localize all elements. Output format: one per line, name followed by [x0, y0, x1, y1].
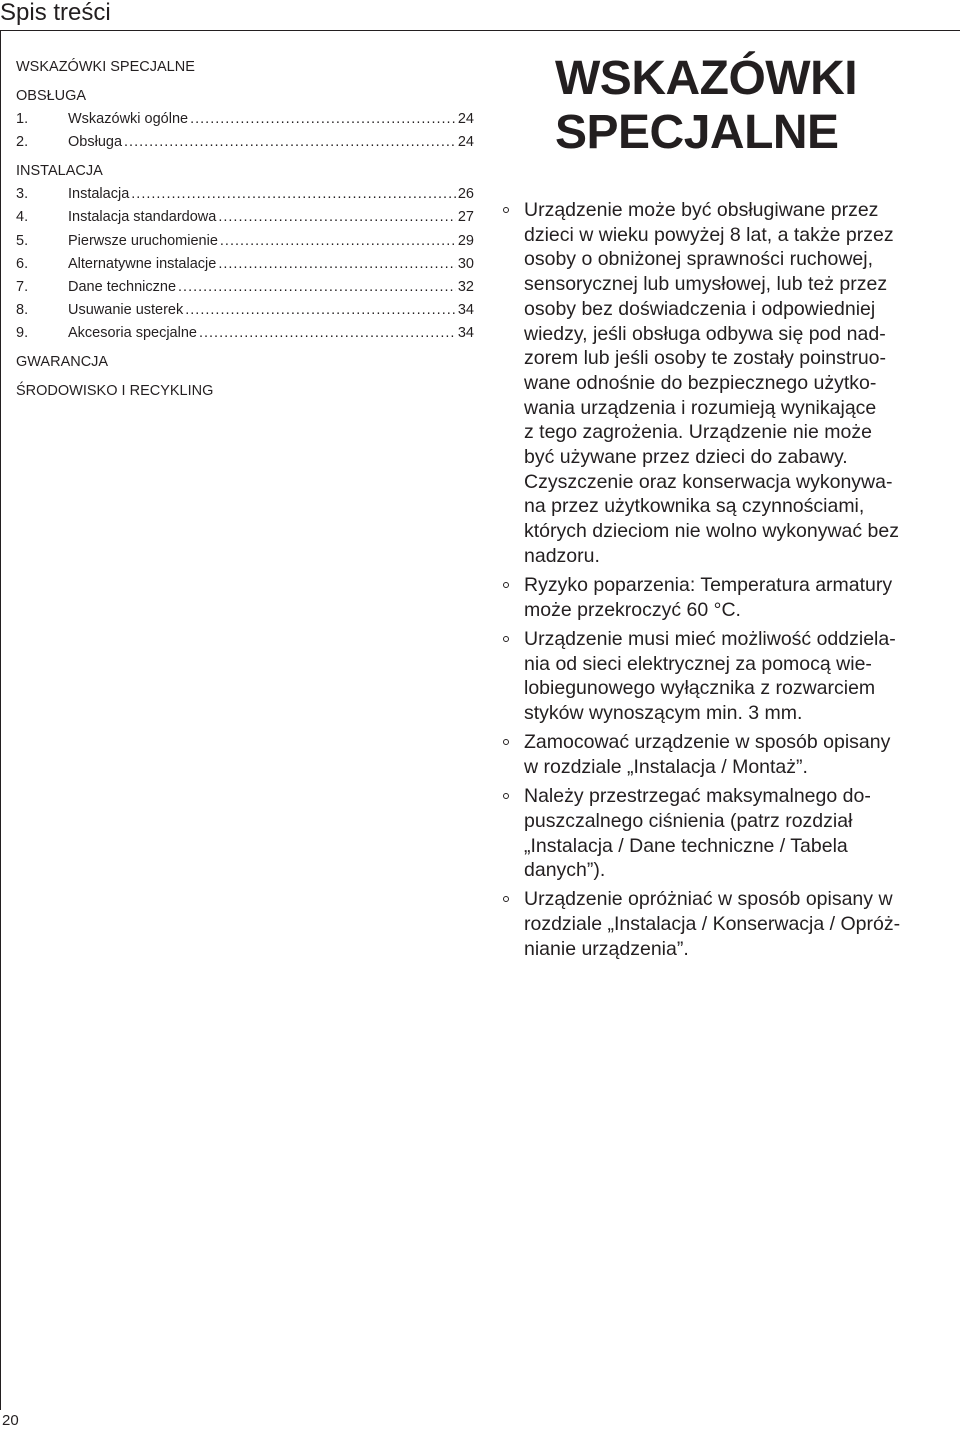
toc-entry-label: Wskazówki ogólne [68, 111, 189, 127]
toc-entry[interactable] [16, 185, 474, 204]
bullet-circle-icon [503, 207, 509, 213]
toc-section-title[interactable]: GWARANCJA [16, 354, 109, 371]
safety-note-text [524, 730, 960, 779]
safety-note [500, 887, 960, 961]
main-title [555, 52, 857, 160]
toc-entry-page: 24 [457, 111, 474, 127]
toc-section-title[interactable]: INSTALACJA [16, 163, 103, 180]
text-line: zorem lub jeśli osoby te zostały poinstruo- [524, 347, 886, 370]
toc-entry-label: Obsługa [68, 134, 123, 151]
toc-entry-label: Usuwanie usterek [68, 302, 184, 319]
toc-entry-number: 1. [16, 111, 29, 127]
toc-entry[interactable] [16, 110, 474, 129]
safety-note [500, 784, 960, 883]
page-header-title: Spis treści [0, 0, 111, 26]
main-title-line: SPECJALNE [555, 106, 839, 159]
text-line: sensorycznej lub umysłowej, lub też przez [524, 273, 888, 296]
toc-dot-leader [178, 278, 456, 297]
toc-section-title[interactable]: WSKAZÓWKI SPECJALNE [16, 59, 195, 75]
text-line: z tego zagrożenia. Urządzenie nie może [524, 421, 872, 444]
margin-rule [0, 30, 1, 1410]
bullet-circle-icon [503, 739, 509, 745]
text-line: Urządzenie może być obsługiwane przez [524, 199, 879, 221]
safety-note [500, 573, 960, 622]
toc-entry[interactable] [16, 301, 474, 320]
text-line: wane odnośnie do bezpiecznego użytko- [524, 371, 877, 394]
toc-entry-number: 9. [16, 325, 29, 342]
safety-note-text [524, 627, 960, 726]
text-line: Czyszczenie oraz konserwacja wykonywa- [524, 470, 893, 493]
toc-dot-leader [124, 133, 456, 152]
toc-entry-label: Akcesoria specjalne [68, 325, 197, 342]
text-line: Urządzenie musi mieć możliwość oddziela- [524, 627, 896, 650]
text-line: nianie urządzenia”. [524, 937, 689, 960]
toc-entry-page: 24 [457, 134, 474, 151]
toc-entry-page: 34 [457, 325, 474, 342]
text-line: wania urządzenia i rozumieją wynikające [524, 396, 877, 419]
toc-entry-label: Alternatywne instalacje [68, 255, 217, 272]
text-line: „Instalacja / Dane techniczne / Tabela [524, 834, 848, 857]
safety-note-text [524, 573, 960, 622]
toc-entry-label: Pierwsze uruchomienie [68, 232, 218, 249]
toc-entry[interactable] [16, 324, 474, 343]
toc-section-title[interactable]: ŚRODOWISKO I RECYKLING [16, 383, 214, 400]
text-line: styków wynoszącym min. 3 mm. [524, 702, 803, 725]
text-line: osoby o obniżonej sprawności ruchowej, [524, 248, 874, 271]
toc-entry-label: Dane techniczne [68, 278, 177, 295]
toc-entry-label: Instalacja standardowa [68, 209, 217, 226]
safety-note [500, 198, 960, 569]
bullet-circle-icon [503, 793, 509, 799]
toc-entry-number: 6. [16, 255, 29, 272]
bullet-circle-icon [503, 582, 509, 588]
toc-entry-number: 7. [16, 278, 29, 295]
toc-entry-page: 26 [457, 186, 474, 203]
safety-note-text [524, 198, 960, 569]
text-line: Ryzyko poparzenia: Temperatura armatury [524, 574, 893, 597]
toc-dot-leader [220, 232, 456, 251]
toc-entry-page: 29 [457, 232, 474, 249]
toc-entry-label: Instalacja [68, 186, 130, 203]
toc-entry[interactable] [16, 208, 474, 227]
text-line: wiedzy, jeśli obsługa odbywa się pod nad- [524, 322, 886, 345]
toc-entry[interactable] [16, 278, 474, 297]
safety-note-text [524, 887, 960, 961]
text-line: których dzieciom nie wolno wykonywać bez [524, 520, 899, 543]
text-line: nia od sieci elektrycznej za pomocą wie- [524, 652, 872, 675]
page-number: 20 [2, 1412, 19, 1429]
bullet-circle-icon [503, 636, 509, 642]
toc-dot-leader [131, 185, 456, 204]
text-line: Należy przestrzegać maksymalnego do- [524, 785, 871, 808]
text-line: dzieci w wieku powyżej 8 lat, a także przez [524, 223, 894, 246]
toc-dot-leader [190, 110, 456, 129]
table-of-contents [16, 58, 474, 405]
toc-dot-leader [185, 301, 456, 320]
text-line: na przez użytkownika są czynnościami, [524, 495, 865, 518]
toc-entry-page: 32 [457, 278, 474, 295]
bullet-circle-icon [503, 896, 509, 902]
text-line: rozdziale „Instalacja / Konserwacja / Opróż- [524, 913, 901, 936]
text-line: danych”). [524, 859, 606, 882]
toc-entry-page: 27 [457, 209, 474, 226]
toc-entry[interactable] [16, 133, 474, 152]
main-title-line: WSKAZÓWKI [555, 52, 858, 105]
text-line: puszczalnego ciśnienia (patrz rozdział [524, 809, 853, 832]
text-line: Urządzenie opróżniać w sposób opisany w [524, 888, 893, 911]
text-line: Zamocować urządzenie w sposób opisany [524, 731, 891, 754]
toc-entry[interactable] [16, 255, 474, 274]
toc-entry-number: 2. [16, 134, 29, 151]
text-line: może przekroczyć 60 °C. [524, 598, 741, 621]
safety-note [500, 627, 960, 726]
toc-dot-leader [199, 324, 456, 343]
safety-note [500, 730, 960, 779]
toc-section-title[interactable]: OBSŁUGA [16, 88, 87, 104]
safety-notes-list [500, 198, 960, 966]
safety-note-text [524, 784, 960, 883]
text-line: w rozdziale „Instalacja / Montaż”. [524, 755, 808, 778]
header-rule [0, 30, 960, 31]
toc-entry[interactable] [16, 232, 474, 251]
toc-entry-page: 30 [457, 255, 474, 272]
toc-dot-leader [218, 255, 456, 274]
toc-entry-number: 3. [16, 186, 29, 203]
toc-entry-number: 5. [16, 232, 29, 249]
text-line: nadzoru. [524, 544, 600, 567]
toc-entry-number: 8. [16, 302, 29, 319]
text-line: być używane przez dzieci do zabawy. [524, 446, 848, 469]
toc-dot-leader [218, 208, 456, 227]
toc-entry-page: 34 [457, 302, 474, 319]
toc-entry-number: 4. [16, 209, 29, 226]
text-line: lobiegunowego wyłącznika z rozwarciem [524, 677, 876, 700]
text-line: osoby bez doświadczenia i odpowiedniej [524, 297, 876, 320]
